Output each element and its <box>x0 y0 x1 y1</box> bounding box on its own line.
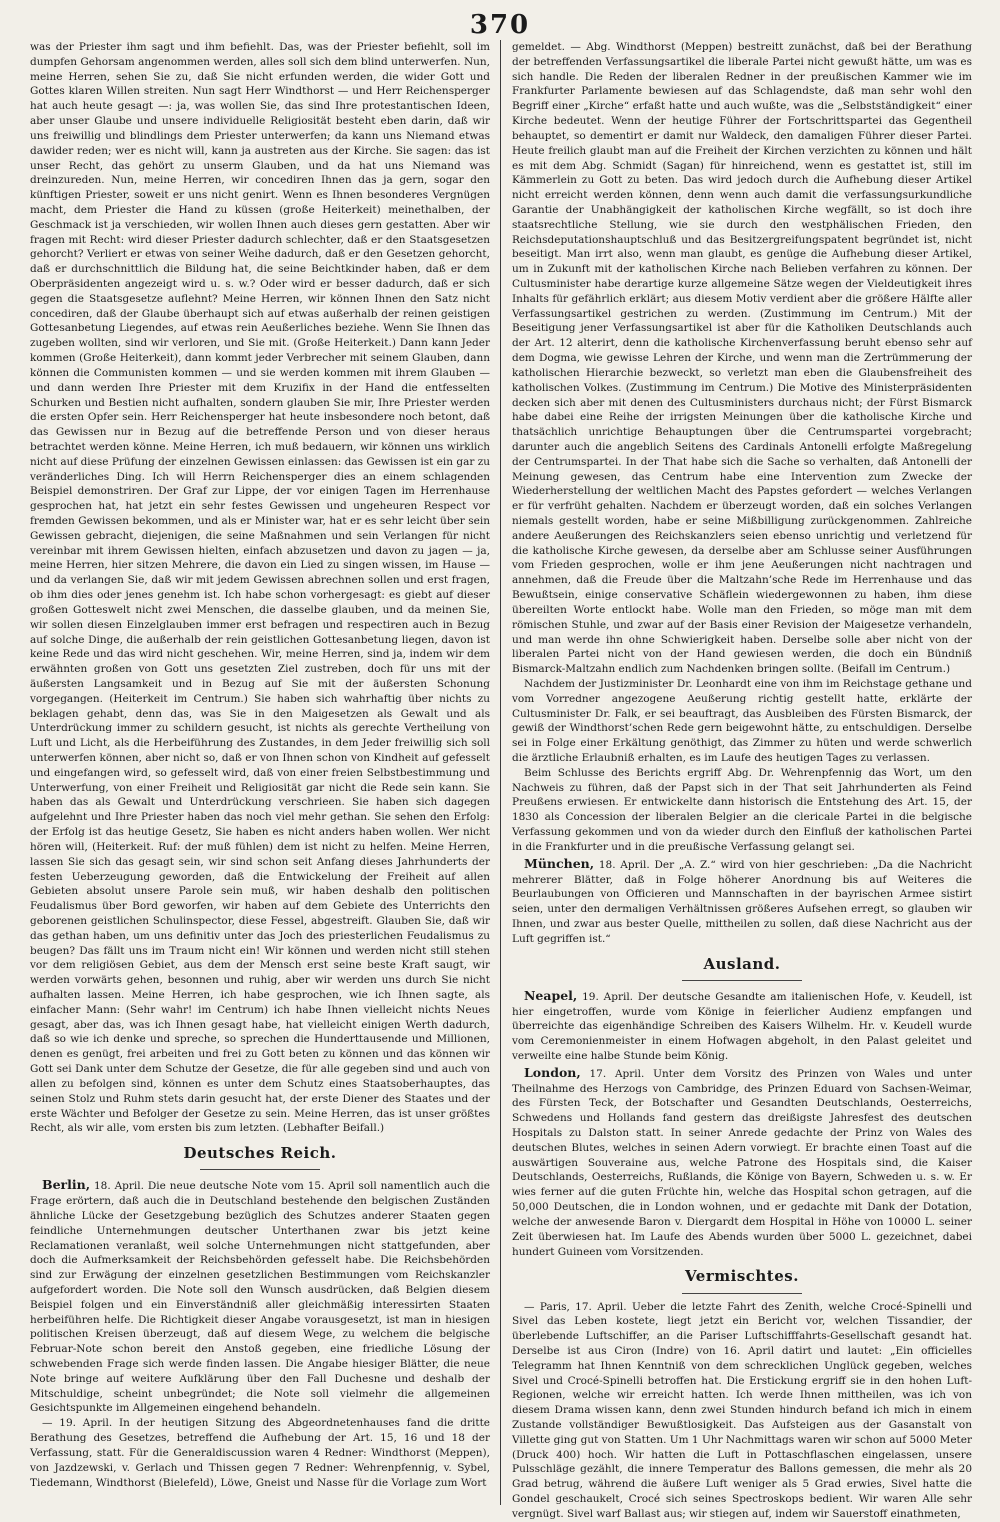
section-divider <box>200 1169 320 1170</box>
section-divider <box>682 980 802 981</box>
column-divider <box>500 40 501 1505</box>
windthorst-speech-report: gemeldet. — Abg. Windthorst (Meppen) bestreitt zunächst, daß bei der Berathung der betreffenden Verfassungsartikel die liberale Partei nicht gewußt hätte, um was es sich handle. Die Reden der liberalen Redner in der preußischen Kammer wie im Frankfurter Parlamente bewiesen auf das Schlagendste, daß man sehr wohl den Begriff einer „Kirche“ erfaßt hatte und auch wußte, was die „Selbstständigkeit“ einer Kirche bedeutet. Wenn der heutige Führer der Fortschrittspartei das Gegentheil behauptet, so dementirt er damit nur Waldeck, den damaligen Führer dieser Partei. Heute freilich glaubt man auf die Freiheit der Kirchen verzichten zu können und hält es mit dem Abg. Schmidt (Sagan) für hinreichend, wenn es gestattet ist, still im Kämmerlein zu Gott zu beten. Das wird jedoch durch die Aufhebung dieser Artikel nicht erreicht werden können, denn wenn auch damit die verfassungsurkundliche Garantie der Unabhängigkeit der katholischen Kirche wegfällt, so ist doch ihre staatsrechtliche Stellung, wie sie durch den westphälischen Frieden, den Reichsdeputationshauptschluß und das Besitzergreifungspatent begründet ist, nicht beseitigt. Man irrt also, wenn man glaubt, es genüge die Aufhebung dieser Artikel, um in Zukunft mit der katholischen Kirche nach Belieben verfahren zu können. Der Cultusminister habe derartige kurze allgemeine Sätze wegen der Vieldeutigkeit ihres Inhalts für gefährlich erklärt; aus diesem Motiv verdient aber die größere Hälfte aller Verfassungsartikel gestrichen zu werden. (Zustimmung im Centrum.) Mit der Beseitigung jener Verfassungsartikel ist aber für die Katholiken Deutschlands auch der Art. 12 alterirt, denn die katholische Kirchenverfassung beruht ebenso sehr auf dem Dogma, wie gewisse Lehren der Kirche, und wenn man die Zertrümmerung der katholischen Hierarchie bezweckt, so verletzt man eben die Glaubensfreiheit des katholischen Volkes. (Zustimmung im Centrum.) Die Motive des Ministerpräsidenten decken sich aber mit denen des Cultusministers durchaus nicht; der Fürst Bismarck habe dabei eine Reihe der irrigsten Meinungen über die katholische Kirche und thatsächlich unrichtige Behauptungen über die Centrumspartei vorgebracht; darunter auch die angeblich Seitens des Cardinals Antonelli erfolgte Maßregelung der Centrumspartei. In der That habe sich die Sache so verhalten, daß Antonelli der Meinung gewesen, das Centrum habe eine Intervention zum Zwecke der Wiederherstellung der weltlichen Macht des Papstes gefordert — welches Verlangen er für verfrüht gehalten. Nachdem er überzeugt worden, daß ein solches Verlangen niemals gestellt worden, habe er seine Mißbilligung zurückgenommen. Zahlreiche andere Aeußerungen des Reichskanzlers seien ebenso unrichtig und verletzend für die katholische Kirche gewesen, da derselbe aber am Schlusse seiner Ausführungen vom Frieden gesprochen, wolle er ihm jene Aeußerungen nicht nachtragen und annehmen, daß die Freude über die Maltzahn’sche Rede im Herrenhause und das Bewußtsein, einige conservative Schäflein wiedergewonnen zu haben, ihm diese übereilten Worte entlockt habe. Wolle man den Frieden, so möge man mit dem römischen Stuhle, und zwar auf der Basis einer Revision der Maigesetze verhandeln, und man werde ihn ohne Schwierigkeit haben. Derselbe solle aber nicht von der liberalen Partei nicht von der Hand gewiesen werden, die doch ein Bündniß Bismarck-Maltzahn endlich zum Nachdenken bringen sollte. (Beifall im Centrum.) <box>512 41 972 676</box>
dateline-muenchen: München, <box>524 855 595 871</box>
london-text: Unter dem Vorsitz des Prinzen von Wales und unter Theilnahme des Herzogs von Cambridge, des Prinzen Eduard von Sachsen-Weimar, des Fürsten Teck, der Botschafter und Gesandten Deutschlands, Oesterreichs, Schwedens und Hollands fand gestern das dreißigste Jahresfest des deutschen Hospitals zu Dalston statt. In seiner Anrede gedachte der Prinz von Wales des deutschen Blutes, welches in seinen Adern vorwiegt. Er brachte einen Toast auf die auswärtigen Souveraine aus, welche Patrone des Hospitals sind, die Kaiser Deutschlands, Oesterreichs, Rußlands, die Könige von Bayern, Schweden u. s. w. Er wies ferner auf die guten Früchte hin, welche das Hospital schon getragen, auf die 50,000 Deutschen, die in London wohnen, und er gedachte mit Dank der Dotation, welche der anwesende Baron v. Diergardt dem Hospital in Höhe von 10000 L. seiner Zeit überwiesen hat. Im Laufe des Abends wurden über 5000 L. gezeichnet, dabei hundert Guineen vom Vorsitzenden. <box>512 1067 972 1258</box>
neapel-article <box>512 987 972 1064</box>
falk-statement: Nachdem der Justizminister Dr. Leonhardt eine von ihm im Reichstage gethane und vom Vorredner angezogene Aeußerung richtig gestellt hatte, erklärte der Cultusminister Dr. Falk, er sei beauftragt, das Ausbleiben des Fürsten Bismarck, der gewiß der Windthorst’schen Rede gern beigewohnt hätte, zu entschuldigen. Derselbe sei in Folge einer Erkältung genöthigt, das Zimmer zu hüten und werde schwerlich die ärztliche Erlaubniß erhalten, es im Laufe des heutigen Tages zu verlassen. <box>512 677 972 764</box>
date-muenchen: 18. April. <box>598 858 650 871</box>
date-london: 17. April. <box>589 1067 645 1080</box>
dateline-neapel: Neapel, <box>524 987 578 1003</box>
section-heading-vermischtes: Vermischtes. <box>685 1267 799 1286</box>
muenchen-article <box>512 855 972 947</box>
left-column <box>30 40 490 1508</box>
neapel-text: Der deutsche Gesandte am italienischen Hofe, v. Keudell, ist hier eingetroffen, wurde vom Könige in feierlicher Audienz empfangen und überreichte das eigenhändige Schreiben des Kaisers Wilhelm. Hr. v. Keudell wurde vom Ceremonienmeister in einem Hofwagen abgeholt, in den Palast geleitet und verweilte eine halbe Stunde beim König. <box>512 990 972 1062</box>
page-number: 370 <box>469 10 531 40</box>
section-divider <box>682 1293 802 1294</box>
berlin-19-article: — 19. April. In der heutigen Sitzung des Abgeordnetenhauses fand die dritte Berathung des Gesetzes, betreffend die Aufhebung der Art. 15, 16 und 18 der Verfassung, statt. Für die Generaldiscussion waren 4 Redner: Windthorst (Meppen), von Jazdzewski, v. Gerlach und Thissen gegen 7 Redner: Wehrenpfennig, v. Sybel, Tiedemann, Windthorst (Bielefeld), Löwe, Gneist und Nasse für die Vorlage zum Wort <box>30 1417 490 1489</box>
date-berlin-18: 18. April. <box>93 1180 144 1193</box>
dateline-berlin: Berlin, <box>42 1177 91 1193</box>
wehrenpfennig-report: Beim Schlusse des Berichts ergriff Abg. Dr. Wehrenpfennig das Wort, um den Nachweis zu führen, daß der Papst sich in der That seit Jahrhunderten als Feind Preußens erwiesen. Er entwickelte dann historisch die Entstehung des Art. 15, der 1830 als Concession der liberalen Belgier an die clericale Partei in die belgische Verfassung gekommen und von da wieder durch den Einfluß der katholischen Partei in die Frankfurter und in die preußische Verfassung gelangt sei. <box>512 766 972 853</box>
berlin-18-article <box>30 1176 490 1416</box>
speech-text: was der Priester ihm sagt und ihm befiehlt. Das, was der Priester befiehlt, soll im dumpfen Gehorsam angenommen werden, alles soll sich dem blind unterwerfen. Nun, meine Herren, sehen Sie zu, daß Sie nicht erfunden werden, die wider Gott und Gottes klaren Willen streiten. Nun sagt Herr Windthorst — und Herr Reichensperger hat auch heute gesagt —: ja, was wollen Sie, das sind Ihre protestantischen Ideen, aber unser Glaube und unsere individuelle Religiosität besteht eben darin, daß wir uns freiwillig und blindlings dem Priester unterwerfen; da kann uns Niemand etwas dawider reden; wer es nicht will, kann ja austreten aus der Kirche. Sie sagen: das ist unser Recht, das gehört zu unserm Glauben, und da hat uns Niemand was dreinzureden. Nun, meine Herren, wir concediren Ihnen das ja gern, sogar den künftigen Priester, soweit er uns nicht genirt. Wenn es Ihnen besonderes Vergnügen macht, dem Priester die Hand zu küssen (große Heiterkeit) meinethalben, der Geschmack ist ja verschieden, wir wollen Ihnen auch dieses gern gestatten. Aber wir fragen mit Recht: wird dieser Priester dadurch schlechter, daß er den Staatsgesetzen gehorcht? Verliert er etwas von seiner Weihe dadurch, daß er den Gesetzen gehorcht, daß er durchschnittlich die Bildung hat, die seine Beichtkinder haben, daß er dem Oberpräsidenten angezeigt wird u. s. w.? Oder wird er besser dadurch, daß er sich gegen die Staatsgesetze auflehnt? Meine Herren, wir können Ihnen den Satz nicht concediren, daß der Glaube überhaupt sich auf etwas außerhalb der reinen geistigen Gottesanbetung Liegendes, auf etwas rein Aeußerliches beziehe. Wenn Sie Ihnen das zugeben wollten, sind wir verloren, und Sie mit. (Große Heiterkeit.) Dann kann Jeder kommen (Große Heiterkeit), dann kommt jeder Verbrecher mit seinem Glauben, dann können die Communisten kommen — und sie werden kommen mit ihrem Glauben — und dann werden Ihre Priester mit dem Kruzifix in der Hand die entfesselten Schurken und Bestien nicht aufhalten, sondern glauben Sie mir, Ihre Priester werden die ersten Opfer sein. Herr Reichensperger hat heute insbesondere noch betont, daß das Gewissen nur in Bezug auf die betreffende Person und von dieser heraus betrachtet werden könne. Meine Herren, ich muß bedauern, wir können uns wirklich nicht auf diese Prüfung der einzelnen Gewissen einlassen: das Gewissen ist ein gar zu veränderliches Ding. Ich will Herrn Reichensperger dies an einem schlagenden Beispiel demonstriren. Der Graf zur Lippe, der vor einigen Tagen im Herrenhause gesprochen hat, hat jetzt ein sehr festes Gewissen und ungeheuren Respect vor fremden Gewissen bekommen, und als er Minister war, hat er es sehr leicht über sein Gewissen gebracht, diejenigen, die seine Maßnahmen und sein Verlangen für nicht vereinbar mit ihrem Gewissen hielten, einfach abzusetzen und davon zu jagen — ja, meine Herren, hier sitzen Mehrere, die davon ein Lied zu singen wissen, im Hause — und da verlangen Sie, daß wir mit jedem Gewissen abrechnen sollen und erst fragen, ob ihm dies oder jenes genehm ist. Ich habe schon vorhergesagt: es giebt auf dieser großen Gotteswelt nicht zwei Menschen, die dasselbe glauben, und da meinen Sie, wir sollen diesen Einzelglauben immer erst befragen und respectiren auch in Bezug auf solche Dinge, die außerhalb der rein geistlichen Gottesanbetung liegen, davon ist keine Rede und das wird nicht geschehen. Wir, meine Herren, sind ja, indem wir dem erwähnten großen von Gott uns gesetzten Ziel zustreben, doch für uns mit der äußersten Langsamkeit und in Bezug auf Sie mit der äußersten Schonung vorgegangen. (Heiterkeit im Centrum.) Sie haben sich wahrhaftig über nichts zu beklagen gehabt, denn das, was Sie in den Maigesetzen als Gewalt und als Unterdrückung immer zu schildern gesucht, ist nichts als gerechte Vertheilung von Luft und Licht, als die Herbeiführung des Zustandes, in dem Jeder freiwillig sich soll unterwerfen können, aber nicht so, daß er von Ihnen schon von Kindheit auf gefesselt und eingefangen wird, so gefesselt wird, daß von einer freien Selbstbestimmung und Unterwerfung, von einer Freiheit und Religiosität gar nicht die Rede sein kann. Sie haben das als Gewalt und Unterdrückung verschrieen. Sie haben sich dagegen aufgelehnt und Ihre Priester haben das noch viel mehr gethan. Sie sehen den Erfolg: der Erfolg ist das heutige Gesetz, Sie haben es nicht anders haben wollen. Wer nicht hören will, (Heiterkeit. Ruf: der muß fühlen) dem ist nicht zu helfen. Meine Herren, lassen Sie sich das gesagt sein, wir sind schon seit Anfang dieses Jahrhunderts der festen Ueberzeugung geworden, daß die Entwickelung der Freiheit auf allen Gebieten absolut unsere Parole sein muß, wir haben deshalb den politischen Feudalismus über Bord geworfen, wir haben auf dem Gebiete des Unterrichts den geborenen geistlichen Schulinspector, diese Fessel, abgestreift. Glauben Sie, daß wir das gethan haben, um uns definitiv unter das Joch des priesterlichen Feudalismus zu beugen? Das fällt uns im Traum nicht ein! Wir können und werden nicht still stehen vor dem religiösen Gebiet, aus dem der Mensch erst seine beste Kraft saugt, wir werden vorwärts gehen, besonnen und ruhig, aber wir werden uns durch Sie nicht aufhalten lassen. Meine Herren, ich habe gesprochen, wie ich Ihnen sagte, als einfacher Mann: (Sehr wahr! im Centrum) ich habe Ihnen vielleicht nichts Neues gesagt, aber das, was ich Ihnen gesagt habe, hat vielleicht einigen Werth dadurch, daß so wie ich denke und spreche, so sprechen die Hunderttausende und Millionen, denen es genügt, frei arbeiten und frei zu Gott beten zu können und das können wir Gott sei Dank unter dem Schutze der Gesetze, die für alle gegeben sind und auch von allen zu befolgen sind, können es unter dem Schutz eines Staatsoberhauptes, das seinen Stolz und Ruhm stets darin gesucht hat, der erste Diener des Staates und der erste Wächter und Befolger der Gesetze zu sein. Meine Herren, das ist unser größtes Recht, als wir alle, vom ersten bis zum letzten. (Lebhafter Beifall.) <box>30 41 490 1135</box>
right-column <box>512 40 972 1520</box>
section-heading-deutsches-reich: Deutsches Reich. <box>183 1144 337 1163</box>
date-neapel: 19. April. <box>582 990 634 1003</box>
berlin-18-text: Die neue deutsche Note vom 15. April soll namentlich auch die Frage erörtern, daß auch die in Deutschland bestehende den belgischen Zuständen ähnliche Lücke der Gesetzgebung bezüglich des Schutzes anderer Staaten gegen feindliche Unternehmungen deutscher Unterthanen zwar bis jetzt keine Reclamationen veranlaßt, weil solche Unternehmungen nicht stattgefunden, aber doch die Aufmerksamkeit der Reichsbehörden gefesselt habe. Die Reichsbehörden sind zur Erwägung der einzelnen gesetzlichen Bestimmungen vom Reichskanzler aufgefordert worden. Die Note soll den Wunsch ausdrücken, daß Belgien diesem Beispiel folgen und ein Einverständniß aller gleichmäßig interessirten Staaten herbeiführen helfe. Die Richtigkeit dieser Angabe vorausgesetzt, ist man in hiesigen politischen Kreisen überzeugt, daß auf diesem Wege, zu welchem die belgische Februar-Note schon bereit den Anstoß gegeben, eine friedliche Lösung der schwebenden Frage sich werde finden lassen. Die Angabe hiesiger Blätter, die neue Note bringe auf weitere Aufklärung über den Fall Duchesne und deshalb der Mitschuldige, scheint unbegründet; die Note soll vielmehr die allgemeinen Gesichtspunkte im Allgemeinen eingehend behandeln. <box>30 1180 490 1415</box>
london-article <box>512 1064 972 1260</box>
section-heading-ausland: Ausland. <box>703 954 781 973</box>
dateline-london: London, <box>524 1064 581 1080</box>
muenchen-text: Der „A. Z.“ wird von hier geschrieben: „Da die Nachricht mehrerer Blätter, daß in Folge höherer Anordnung bis auf Weiteres die Beurlaubungen von Officieren und Mannschaften in der bayrischen Armee sistirt seien, unter den dermaligen Verhältnissen größeres Aufsehen erregt, so glauben wir Ihnen, und zwar aus bester Quelle, mittheilen zu sollen, daß diese Nachricht aus der Luft gegriffen ist.“ <box>512 858 972 945</box>
paris-article: — Paris, 17. April. Ueber die letzte Fahrt des Zenith, welche Crocé-Spinelli und Sivel das Leben kostete, liegt jetzt ein Bericht vor, welchen Tissandier, der überlebende Luftschiffer, an die Pariser Luftschifffahrts-Gesellschaft gesandt hat. Derselbe ist aus Ciron (Indre) von 16. April datirt und lautet: „Ein officielles Telegramm hat Ihnen Kenntniß von dem schrecklichen Unglück gegeben, welches Sivel und Crocé-Spinelli betroffen hat. Die Erstickung ergriff sie in den hohen Luft-Regionen, welche wir erreicht hatten. Ich werde Ihnen mittheilen, was ich von diesem Drama wissen kann, denn zwei Stunden hindurch befand ich mich in einem Zustande vollständiger Bewußtlosigkeit. Das Aufsteigen aus der Gasanstalt von Villette ging gut von Statten. Um 1 Uhr Nachmittags waren wir schon auf 5000 Meter (Druck 400) hoch. Wir hatten die Luft in Pottaschflaschen eingelassen, unsere Pulsschläge gezählt, die innere Temperatur des Ballons gemessen, die mehr als 20 Grad betrug, während die äußere Luft weniger als 5 Grad erwies, Sivel hatte die Gondel geschaukelt, Crocé sich seines Spectroskops bedient. Wir waren Alle sehr vergnügt. Sivel warf Ballast aus; wir stiegen auf, indem wir Sauerstoff einathmeten, <box>512 1300 972 1520</box>
